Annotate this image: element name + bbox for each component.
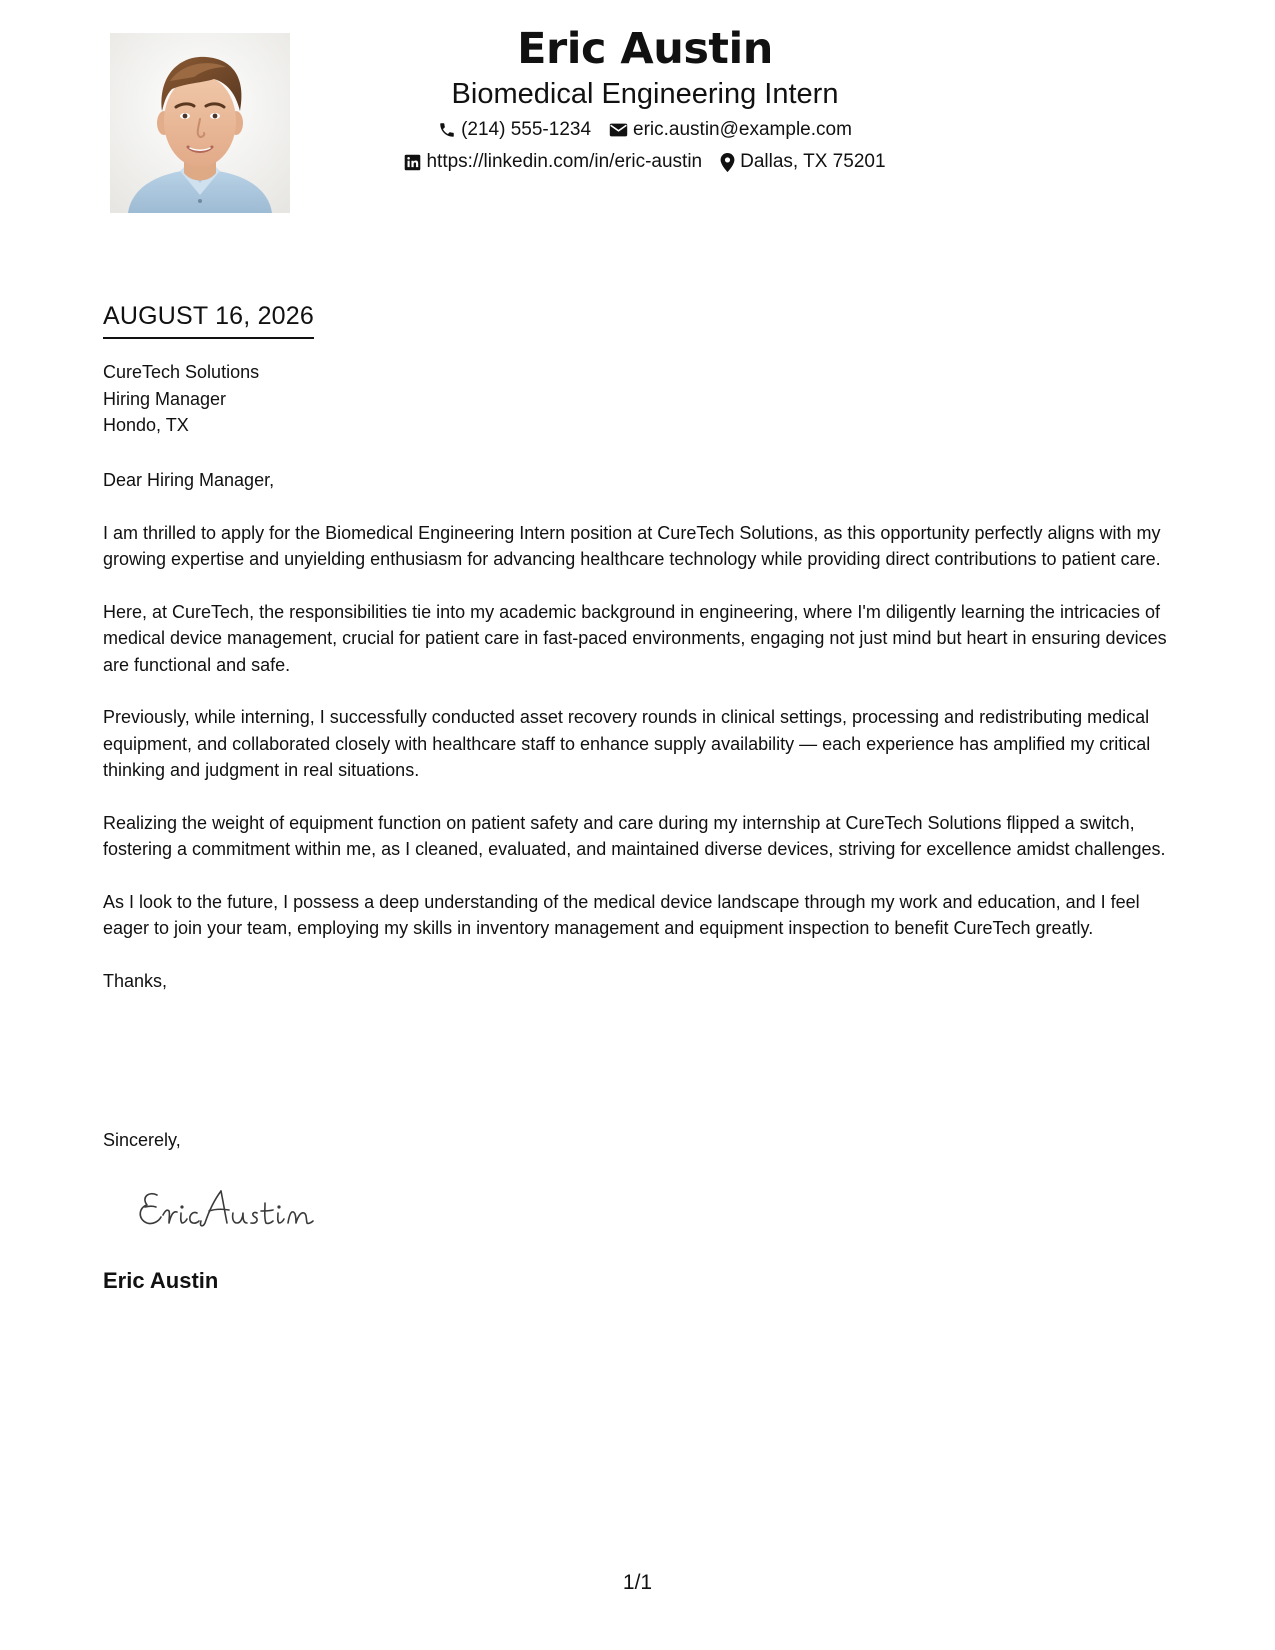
header — [300, 22, 990, 174]
paragraph: Here, at CureTech, the responsibilities tie into my academic background in engineering, where I'm diligently learning the intricacies of medical device management, crucial for patient care in fast-paced environments, engaging not just mind but heart in ensuring devices are functional and safe. — [103, 601, 1167, 675]
signature-name: Eric Austin — [103, 1268, 219, 1293]
applicant-name: Eric Austin — [517, 24, 773, 74]
paragraph: Realizing the weight of equipment function on patient safety and care during my internship at CureTech Solutions flipped a switch, fostering a commitment within me, as I cleaned, evaluated, and maintained diverse devices, striving for excellence amidst challenges. — [103, 812, 1166, 859]
contact-email[interactable] — [609, 118, 852, 142]
location-text: Dallas, TX 75201 — [740, 151, 886, 172]
email-address: eric.austin@example.com — [633, 119, 852, 140]
contact-phone[interactable] — [438, 118, 591, 142]
paragraph: I am thrilled to apply for the Biomedical Engineering Intern position at CureTech Solutions, as this opportunity perfectly aligns with my growing expertise and unyielding enthusiasm for advancing healthcare technology while providing direct contributions to patient care. — [103, 522, 1161, 569]
handwritten-signature — [135, 1183, 335, 1235]
profile-photo — [110, 33, 290, 213]
contact-line-2 — [300, 150, 990, 174]
recipient-block — [103, 359, 259, 439]
phone-number: (214) 555-1234 — [461, 119, 592, 140]
page-number: 1/1 — [622, 1571, 653, 1594]
thanks-line: Thanks, — [103, 970, 168, 991]
contact-linkedin[interactable] — [404, 150, 702, 174]
recipient-role: Hiring Manager — [103, 388, 227, 409]
phone-icon — [438, 121, 456, 139]
linkedin-icon — [404, 154, 421, 171]
map-pin-icon — [720, 153, 735, 172]
contact-line-1 — [300, 118, 990, 142]
letter-date: AUGUST 16, 2026 — [103, 300, 314, 339]
salutation: Dear Hiring Manager, — [103, 470, 275, 490]
job-title: Biomedical Engineering Intern — [451, 78, 839, 110]
recipient-location: Hondo, TX — [103, 415, 189, 435]
recipient-company: CureTech Solutions — [103, 362, 260, 382]
linkedin-url: https://linkedin.com/in/eric-austin — [426, 151, 703, 172]
envelope-icon — [609, 122, 628, 138]
letter-body — [103, 467, 1178, 1020]
contact-location — [720, 150, 885, 174]
closing: Sincerely, — [103, 1130, 181, 1150]
paragraph: Previously, while interning, I successfully conducted asset recovery rounds in clinical settings, processing and redistributing medical equipment, and collaborated closely with healthcare staff to enhance supply availability — each experience has amplified my critical thinking and judgment in real situations. — [103, 707, 1151, 780]
paragraph: As I look to the future, I possess a deep understanding of the medical device landscape through my work and education, and I feel eager to join your team, employing my skills in inventory management and equipment inspection to benefit CureTech greatly. — [103, 891, 1140, 938]
